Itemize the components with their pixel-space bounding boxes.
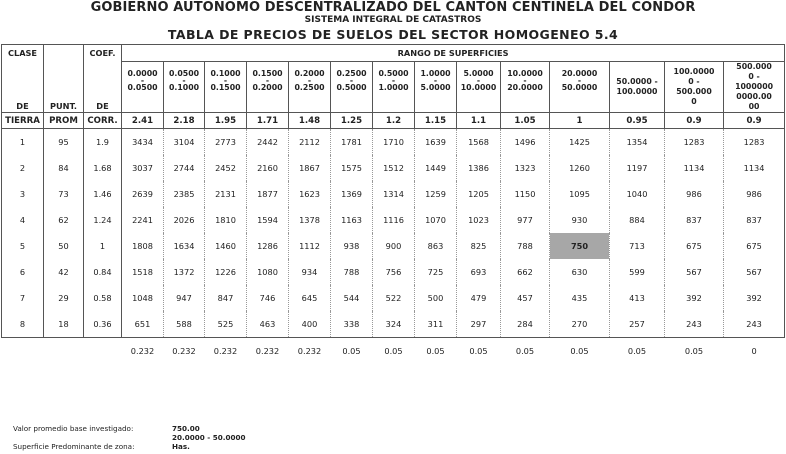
price-cell: 1134 xyxy=(665,155,724,181)
price-cell: 1314 xyxy=(373,181,415,207)
coef-header: COEF. xyxy=(84,45,122,62)
price-cell: 662 xyxy=(501,259,550,285)
price-cell: 1095 xyxy=(550,181,610,207)
coef-cell: 0.9 xyxy=(665,113,724,129)
range-header-5: 0.2000 - 0.2500 xyxy=(289,62,331,100)
price-cell: 3434 xyxy=(122,129,164,156)
price-cell: 1040 xyxy=(610,181,665,207)
price-cell: 1496 xyxy=(501,129,550,156)
valor-label: Valor promedio base investigado: xyxy=(13,424,134,433)
price-cell: 645 xyxy=(289,285,331,311)
price-cell: 651 xyxy=(122,311,164,338)
punt-cell: 95 xyxy=(44,129,84,156)
clase-cell: 1 xyxy=(2,129,44,156)
punt-cell: 42 xyxy=(44,259,84,285)
superficie-unit: Has. xyxy=(172,442,190,451)
corr-cell: 1.9 xyxy=(84,129,122,156)
price-cell: 544 xyxy=(331,285,373,311)
price-cell: 463 xyxy=(247,311,289,338)
de-label: DE xyxy=(2,100,44,113)
price-cell: 675 xyxy=(724,233,785,259)
price-cell: 1283 xyxy=(724,129,785,156)
price-cell: 2241 xyxy=(122,207,164,233)
price-cell: 1150 xyxy=(501,181,550,207)
coef-cell: 1 xyxy=(550,113,610,129)
range-header-9: 5.0000 - 10.0000 xyxy=(457,62,501,100)
price-cell: 900 xyxy=(373,233,415,259)
table-row xyxy=(2,285,785,311)
price-cell: 588 xyxy=(164,311,205,338)
price-cell: 2131 xyxy=(205,181,247,207)
coef-cell: 1.48 xyxy=(289,113,331,129)
price-cell: 825 xyxy=(457,233,501,259)
price-cell: 1634 xyxy=(164,233,205,259)
price-cell: 847 xyxy=(205,285,247,311)
range-header-11: 20.0000 - 50.0000 xyxy=(550,62,610,100)
price-cell: 788 xyxy=(501,233,550,259)
price-cell: 1134 xyxy=(724,155,785,181)
price-cell: 1372 xyxy=(164,259,205,285)
coef-cell: 1.25 xyxy=(331,113,373,129)
price-table xyxy=(1,44,785,364)
price-cell: 930 xyxy=(550,207,610,233)
price-cell: 1639 xyxy=(415,129,457,156)
price-cell: 1283 xyxy=(665,129,724,156)
coef-cell: 1.05 xyxy=(501,113,550,129)
coef-cell: 1.71 xyxy=(247,113,289,129)
price-cell: 725 xyxy=(415,259,457,285)
range-header-12: 50.0000 - 100.0000 xyxy=(610,62,665,113)
range-header-13: 100.0000 0 - 500.000 0 xyxy=(665,62,724,113)
price-cell: 746 xyxy=(247,285,289,311)
price-cell: 1323 xyxy=(501,155,550,181)
prom-label: PROM xyxy=(44,113,84,129)
punt-cell: 62 xyxy=(44,207,84,233)
price-cell: 1354 xyxy=(610,129,665,156)
document-title: GOBIERNO AUTONOMO DESCENTRALIZADO DEL CANTON CENTINELA DEL CONDOR xyxy=(90,0,696,15)
price-cell: 270 xyxy=(550,311,610,338)
price-cell: 2773 xyxy=(205,129,247,156)
price-cell: 1116 xyxy=(373,207,415,233)
price-cell: 257 xyxy=(610,311,665,338)
range-header-3: 0.1000 - 0.1500 xyxy=(205,62,247,100)
clase-cell: 4 xyxy=(2,207,44,233)
table-row xyxy=(2,129,785,156)
price-cell: 2744 xyxy=(164,155,205,181)
range-header-10: 10.0000 - 20.0000 xyxy=(501,62,550,100)
price-cell: 630 xyxy=(550,259,610,285)
price-cell: 1205 xyxy=(457,181,501,207)
price-cell: 243 xyxy=(724,311,785,338)
clase-cell: 2 xyxy=(2,155,44,181)
price-cell: 1286 xyxy=(247,233,289,259)
price-cell: 1070 xyxy=(415,207,457,233)
price-cell: 2160 xyxy=(247,155,289,181)
range-header-1: 0.0000 - 0.0500 xyxy=(122,62,164,100)
price-cell: 324 xyxy=(373,311,415,338)
coef-row xyxy=(2,113,785,129)
price-cell: 1259 xyxy=(415,181,457,207)
corr-cell: 0.36 xyxy=(84,311,122,338)
price-cell: 457 xyxy=(501,285,550,311)
price-cell: 243 xyxy=(665,311,724,338)
price-cell: 2442 xyxy=(247,129,289,156)
table-row xyxy=(2,207,785,233)
price-cell: 2112 xyxy=(289,129,331,156)
factor-cell: 0.232 xyxy=(130,346,155,356)
coef-cell: 2.41 xyxy=(122,113,164,129)
price-cell: 1575 xyxy=(331,155,373,181)
coef-cell: 0.95 xyxy=(610,113,665,129)
price-cell: 297 xyxy=(457,311,501,338)
coef-cell: 2.18 xyxy=(164,113,205,129)
price-cell: 1023 xyxy=(457,207,501,233)
price-cell: 3104 xyxy=(164,129,205,156)
range-header-7: 0.5000 - 1.0000 xyxy=(373,62,415,100)
price-cell: 2385 xyxy=(164,181,205,207)
factor-cell: 0.232 xyxy=(255,346,280,356)
price-cell: 756 xyxy=(373,259,415,285)
punt-cell: 50 xyxy=(44,233,84,259)
price-cell: 284 xyxy=(501,311,550,338)
factor-cell: 0.05 xyxy=(469,346,488,356)
clase-header: CLASE xyxy=(2,45,44,62)
factor-cell: 0.232 xyxy=(213,346,238,356)
factor-cell: 0.05 xyxy=(426,346,445,356)
corr-cell: 0.84 xyxy=(84,259,122,285)
price-cell: 2026 xyxy=(164,207,205,233)
price-cell: 392 xyxy=(665,285,724,311)
price-cell: 1877 xyxy=(247,181,289,207)
price-cell: 567 xyxy=(724,259,785,285)
price-cell: 1369 xyxy=(331,181,373,207)
price-cell: 400 xyxy=(289,311,331,338)
price-cell: 2452 xyxy=(205,155,247,181)
superficie-range: 20.0000 - 50.0000 xyxy=(172,433,246,442)
table-title: TABLA DE PRECIOS DE SUELOS DEL SECTOR HOMOGENEO 5.4 xyxy=(167,27,619,42)
price-cell: 1048 xyxy=(122,285,164,311)
price-cell: 1112 xyxy=(289,233,331,259)
price-cell: 311 xyxy=(415,311,457,338)
corr-label: CORR. xyxy=(84,113,122,129)
factor-cell: 0.05 xyxy=(515,346,535,356)
punt-cell: 18 xyxy=(44,311,84,338)
corr-cell: 1.46 xyxy=(84,181,122,207)
table-row xyxy=(2,311,785,338)
factor-cell: 0.05 xyxy=(570,346,589,356)
corr-cell: 1 xyxy=(84,233,122,259)
price-cell: 938 xyxy=(331,233,373,259)
price-cell: 1781 xyxy=(331,129,373,156)
clase-cell: 5 xyxy=(2,233,44,259)
table-row xyxy=(2,259,785,285)
clase-cell: 3 xyxy=(2,181,44,207)
corr-cell: 1.24 xyxy=(84,207,122,233)
price-cell: 1425 xyxy=(550,129,610,156)
clase-cell: 8 xyxy=(2,311,44,338)
tierra-label: TIERRA xyxy=(2,113,44,129)
corr-cell: 0.58 xyxy=(84,285,122,311)
coef-cell: 1.1 xyxy=(457,113,501,129)
price-cell: 986 xyxy=(724,181,785,207)
price-cell: 1386 xyxy=(457,155,501,181)
price-cell: 1197 xyxy=(610,155,665,181)
bottom-factor-row xyxy=(2,338,785,365)
coef-cell: 1.95 xyxy=(205,113,247,129)
price-cell: 837 xyxy=(665,207,724,233)
punt-cell: 29 xyxy=(44,285,84,311)
price-cell: 675 xyxy=(665,233,724,259)
price-cell: 413 xyxy=(610,285,665,311)
factor-cell: 0.232 xyxy=(172,346,196,356)
price-cell: 1080 xyxy=(247,259,289,285)
price-cell: 1512 xyxy=(373,155,415,181)
price-cell: 1460 xyxy=(205,233,247,259)
price-cell: 567 xyxy=(665,259,724,285)
factor-cell: 0.05 xyxy=(684,346,704,356)
price-cell: 1226 xyxy=(205,259,247,285)
price-cell: 1163 xyxy=(331,207,373,233)
price-cell: 788 xyxy=(331,259,373,285)
price-cell: 1378 xyxy=(289,207,331,233)
factor-cell: 0.05 xyxy=(342,346,361,356)
range-header-4: 0.1500 - 0.2000 xyxy=(247,62,289,100)
price-cell: 1568 xyxy=(457,129,501,156)
punt-label: PUNT. xyxy=(44,100,84,113)
factor-cell: 0.232 xyxy=(297,346,322,356)
de-label-2: DE xyxy=(84,100,122,113)
table-row xyxy=(2,155,785,181)
clase-cell: 7 xyxy=(2,285,44,311)
document-subtitle: SISTEMA INTEGRAL DE CATASTROS xyxy=(304,15,482,25)
superficie-label: Superficie Predominante de zona: xyxy=(13,442,135,451)
range-header-6: 0.2500 - 0.5000 xyxy=(331,62,373,100)
rango-header: RANGO DE SUPERFICIES xyxy=(122,45,785,62)
price-cell: 1594 xyxy=(247,207,289,233)
price-cell: 713 xyxy=(610,233,665,259)
price-cell: 837 xyxy=(724,207,785,233)
clase-cell: 6 xyxy=(2,259,44,285)
range-header-8: 1.0000 - 5.0000 xyxy=(415,62,457,100)
price-cell: 1449 xyxy=(415,155,457,181)
price-cell: 3037 xyxy=(122,155,164,181)
price-cell: 500 xyxy=(415,285,457,311)
corr-cell: 1.68 xyxy=(84,155,122,181)
price-cell: 479 xyxy=(457,285,501,311)
punt-cell: 84 xyxy=(44,155,84,181)
punt-cell: 73 xyxy=(44,181,84,207)
range-header-14: 500.000 0 - 1000000 0000.00 00 xyxy=(724,62,785,113)
price-cell: 947 xyxy=(164,285,205,311)
price-cell: 522 xyxy=(373,285,415,311)
price-cell: 435 xyxy=(550,285,610,311)
price-cell: 986 xyxy=(665,181,724,207)
factor-cell: 0.05 xyxy=(384,346,403,356)
table-row xyxy=(2,233,785,259)
price-cell: 1810 xyxy=(205,207,247,233)
price-cell: 1867 xyxy=(289,155,331,181)
price-cell: 2639 xyxy=(122,181,164,207)
table-row xyxy=(2,181,785,207)
price-cell: 977 xyxy=(501,207,550,233)
range-header-2: 0.0500 - 0.1000 xyxy=(164,62,205,100)
price-cell: 599 xyxy=(610,259,665,285)
price-cell: 863 xyxy=(415,233,457,259)
price-cell: 1710 xyxy=(373,129,415,156)
factor-cell: 0 xyxy=(751,346,757,356)
price-cell: 392 xyxy=(724,285,785,311)
price-cell: 1808 xyxy=(122,233,164,259)
coef-cell: 1.15 xyxy=(415,113,457,129)
valor-value: 750.00 xyxy=(172,424,200,433)
coef-cell: 0.9 xyxy=(724,113,785,129)
price-cell: 693 xyxy=(457,259,501,285)
price-cell: 525 xyxy=(205,311,247,338)
factor-cell: 0.05 xyxy=(627,346,647,356)
price-cell: 1518 xyxy=(122,259,164,285)
highlighted-price-cell: 750 xyxy=(550,233,610,259)
price-cell: 338 xyxy=(331,311,373,338)
price-cell: 1623 xyxy=(289,181,331,207)
coef-cell: 1.2 xyxy=(373,113,415,129)
price-cell: 884 xyxy=(610,207,665,233)
price-cell: 934 xyxy=(289,259,331,285)
price-cell: 1260 xyxy=(550,155,610,181)
